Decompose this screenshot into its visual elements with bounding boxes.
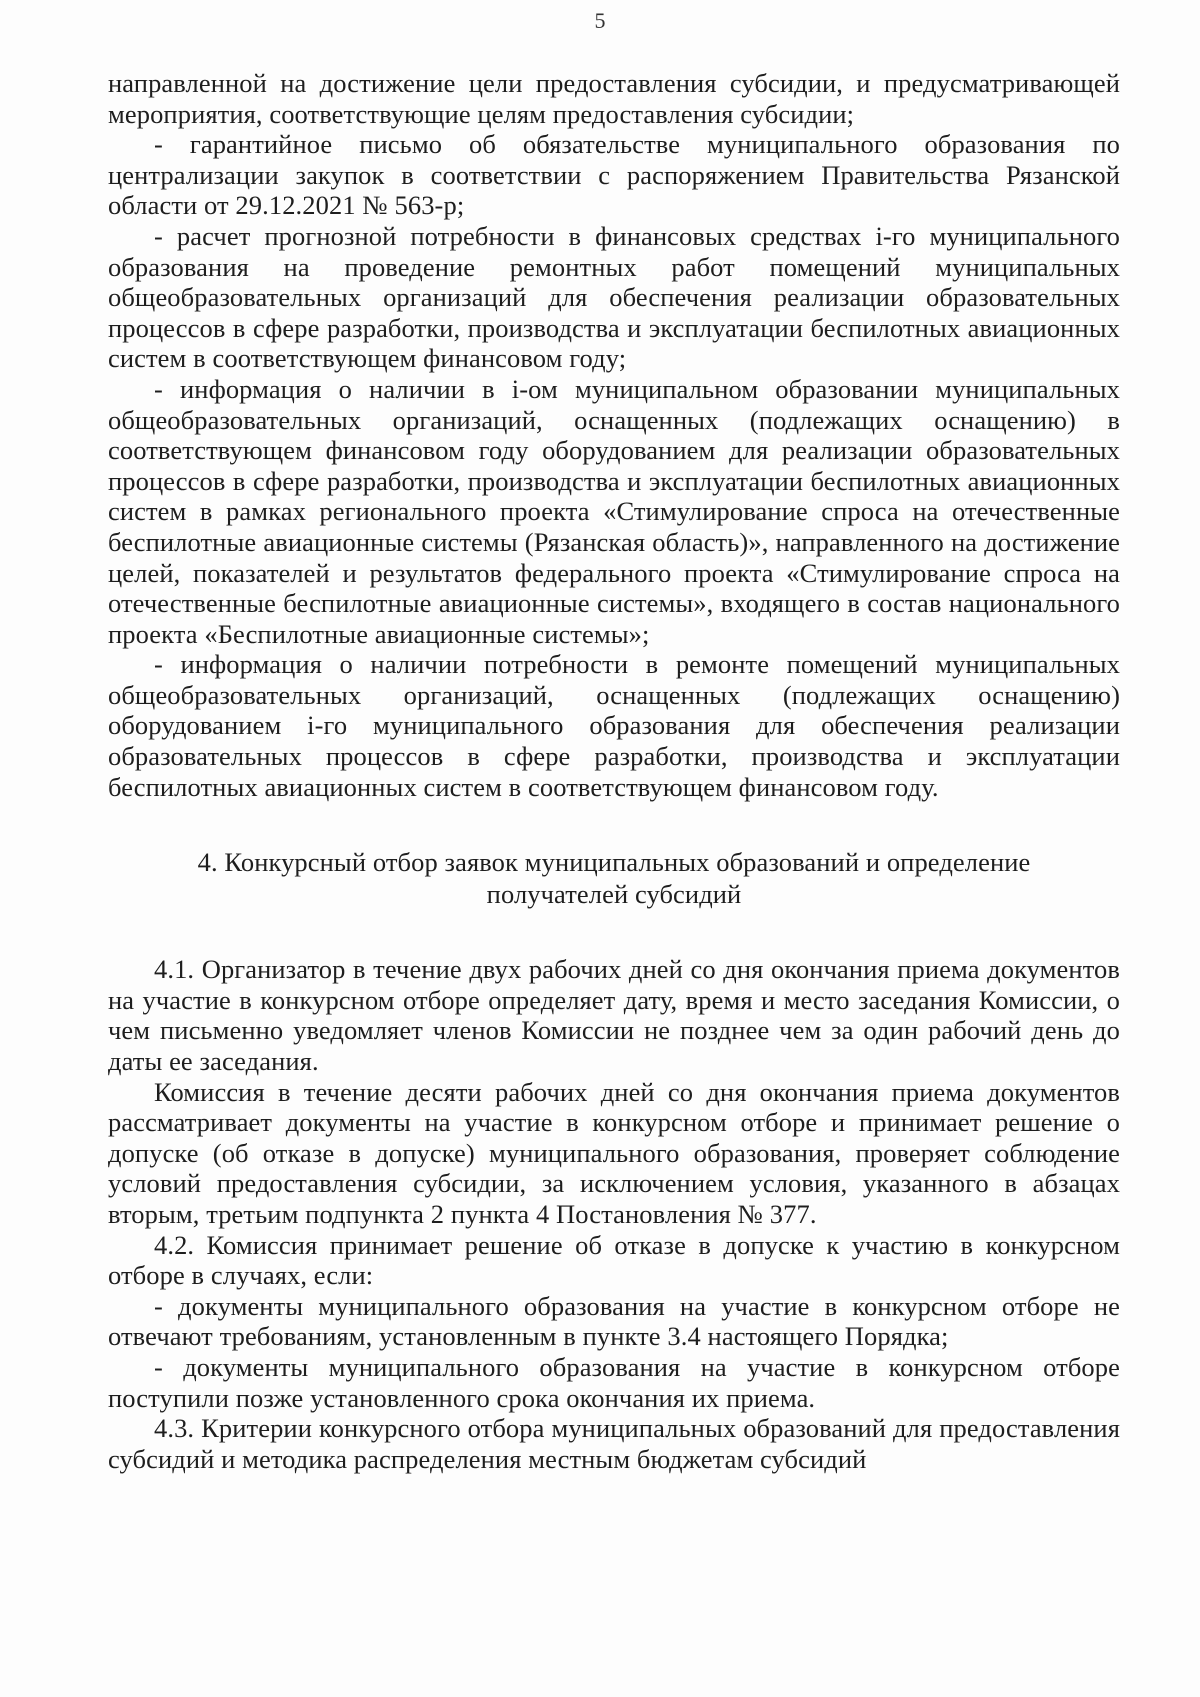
- document-body: [108, 68, 1120, 1474]
- page-number: 5: [594, 8, 606, 33]
- list-item-forecast-calculation: - расчет прогнозной потребности в финансовых средствах i-го муниципального образования на проведение ремонтных работ помещений муниципальных общеобразовательных организаций для обеспечения реализации образовательных процессов в сфере разработки, производства и эксплуатации беспилотных авиационных систем в соответствующем финансовом году;: [108, 220, 1120, 374]
- section-heading: 4. Конкурсный отбор заявок муниципальных образований и определение получателей субсидий: [197, 847, 1031, 910]
- paragraph-4-1: 4.1. Организатор в течение двух рабочих дней со дня окончания приема документов на участие в конкурсном отборе определяет дату, время и место заседания Комиссии, о чем письменно уведомляет членов Комиссии не позднее чем за один рабочий день до даты ее заседания.: [108, 954, 1120, 1077]
- paragraph-4-3: 4.3. Критерии конкурсного отбора муниципальных образований для предоставления субсидий и методика распределения местным бюджетам субсидий: [108, 1413, 1120, 1474]
- list-item-repair-need-info: - информация о наличии потребности в ремонте помещений муниципальных общеобразовательных организаций, оснащенных (подлежащих оснащению) оборудованием i-го муниципального образования для обеспечения реализации образовательных процессов в сфере разработки, производства и эксплуатации беспилотных авиационных систем в соответствующем финансовом году.: [108, 649, 1120, 802]
- list-item-guarantee-letter: - гарантийное письмо об обязательстве муниципального образования по централизации закупок в соответствии с распоряжением Правительства Рязанской области от 29.12.2021 № 563-р;: [108, 129, 1120, 221]
- list-item-requirements-mismatch: - документы муниципального образования на участие в конкурсном отборе не отвечают требованиям, установленным в пункте 3.4 настоящего Порядка;: [108, 1290, 1120, 1352]
- list-item-late-submission: - документы муниципального образования на участие в конкурсном отборе поступили позже установленного срока окончания их приема.: [108, 1351, 1120, 1413]
- list-item-equipment-info: - информация о наличии в i-ом муниципальном образовании муниципальных общеобразовательных организаций, оснащенных (подлежащих оснащению) в соответствующем финансовом году оборудованием для реализации образовательных процессов в сфере разработки, производства и эксплуатации беспилотных авиационных систем в рамках регионального проекта «Стимулирование спроса на отечественные беспилотные авиационные системы (Рязанская область)», направленного на достижение целей, показателей и результатов федерального проекта «Стимулирование спроса на отечественные беспилотные авиационные системы», входящего в состав национального проекта «Беспилотные авиационные системы»;: [108, 373, 1120, 649]
- paragraph-commission-review: Комиссия в течение десяти рабочих дней со дня окончания приема документов рассматривает документы на участие в конкурсном отборе и принимает решение о допуске (об отказе в допуске) муниципального образования, проверяет соблюдение условий предоставления субсидии, за исключением условия, указанного в абзацах вторым, третьим подпункта 2 пункта 4 Постановления № 377.: [108, 1076, 1120, 1229]
- paragraph-4-2: 4.2. Комиссия принимает решение об отказе в допуске к участию в конкурсном отборе в случаях, если:: [108, 1229, 1120, 1291]
- paragraph-continuation: направленной на достижение цели предоставления субсидии, и предусматривающей мероприятия, соответствующие целям предоставления субсидии;: [108, 68, 1120, 129]
